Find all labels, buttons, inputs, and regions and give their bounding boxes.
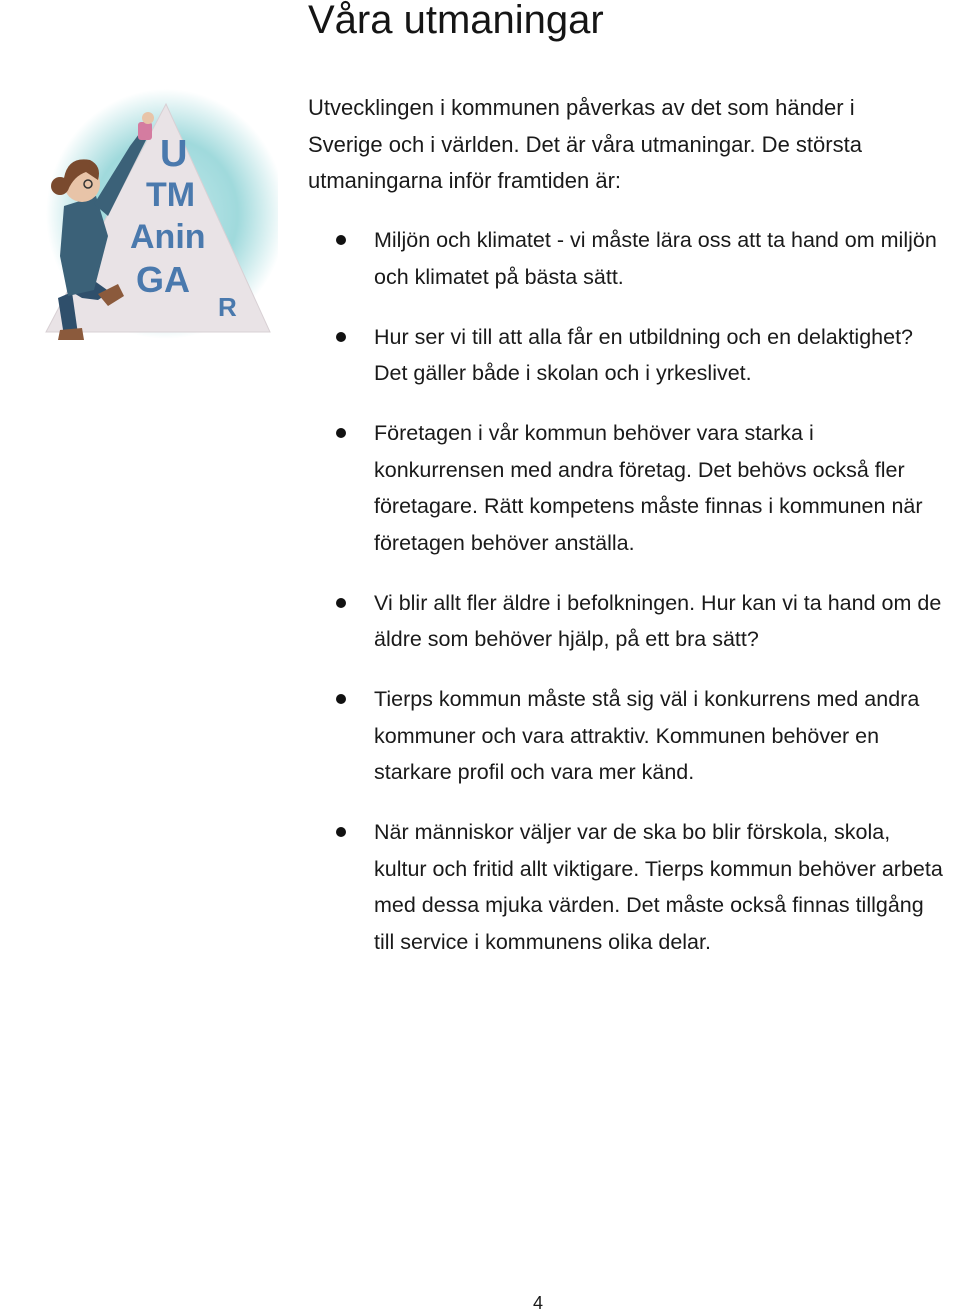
list-item-text: Hur ser vi till att alla får en utbildning och en delaktighet? Det gäller både i skolan och i yrkeslivet. — [374, 324, 914, 385]
list-item-text: Vi blir allt fler äldre i befolkningen. Hur kan vi ta hand om de äldre som behöver hjälp, på ett bra sätt? — [374, 590, 942, 651]
bullet-icon — [336, 827, 346, 837]
list-item — [336, 222, 946, 295]
list-item — [336, 585, 946, 658]
letters-tm: TM — [146, 176, 196, 214]
list-item — [336, 319, 946, 392]
list-item-text: Miljön och klimatet - vi måste lära oss att ta hand om miljön och klimatet på bästa sätt. — [374, 228, 937, 289]
letter-u: U — [160, 133, 188, 175]
list-item — [336, 681, 946, 791]
list-item — [336, 814, 946, 960]
climbing-woman-triangle-illustration — [38, 86, 278, 344]
bullet-icon — [336, 694, 346, 704]
bullet-icon — [336, 598, 346, 608]
bullet-icon — [336, 428, 346, 438]
page-number: 4 — [533, 1293, 544, 1313]
list-item-text: Tierps kommun måste stå sig väl i konkurrens med andra kommuner och vara attraktiv. Kommunen behöver en starkare profil och vara mer känd. — [374, 687, 920, 784]
intro-paragraph: Utvecklingen i kommunen påverkas av det som händer i Sverige och i världen. Det är våra utmaningar. De största utmaningarna inför framtiden är: — [308, 95, 862, 193]
letters-ga: GA — [136, 259, 190, 300]
list-item-text: Företagen i vår kommun behöver vara starka i konkurrensen med andra företag. Det behövs också fler företagare. Rätt kompetens måste finnas i kommunen när företagen behöver anställa. — [374, 421, 923, 555]
bullet-icon — [336, 235, 346, 245]
list-item-text: När människor väljer var de ska bo blir förskola, skola, kultur och fritid allt viktigare. Tierps kommun behöver arbeta med dessa mjuka värden. Det måste också finnas tillgång till service i kommunens olika delar. — [374, 820, 943, 954]
page-title: Våra utmaningar — [308, 0, 604, 42]
bullet-icon — [336, 332, 346, 342]
list-item — [336, 415, 946, 561]
letters-anin: Anin — [130, 218, 206, 256]
letter-r: R — [218, 292, 237, 322]
challenge-list — [336, 222, 946, 984]
